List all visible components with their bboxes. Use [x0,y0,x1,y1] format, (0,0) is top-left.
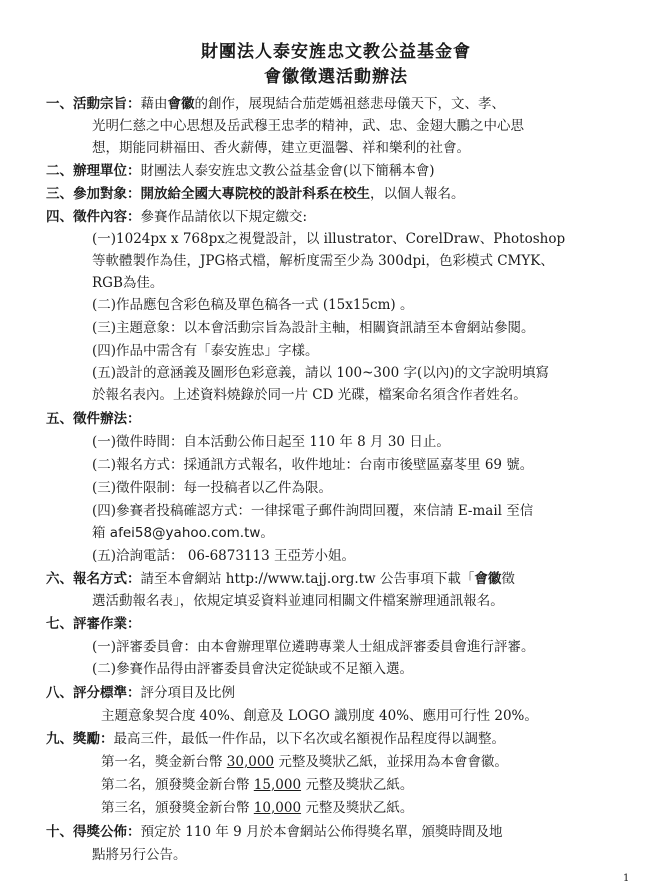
section-number: 七、 [46,616,73,632]
document-subtitle: 會徽徵選活動辦法 [264,67,408,87]
section-label: 評分標準 [73,685,127,701]
section-label: 獎勵 [73,731,100,747]
list-item: (二)參賽作品得由評審委員會決定從缺或不足額入選。 [92,661,414,677]
section-number: 十、 [46,824,73,840]
section-text: 預定於 110 年 9 月於本會網站公佈得獎名單，頒獎時間及地 [140,824,503,840]
scoring-criteria: 主題意象契合度 40%、創意及 LOGO 識別度 40%、應用可行性 20%。 [101,708,538,724]
award-second-place: 第二名，頒發獎金新台幣 15,000 元整及獎狀乙紙。 [101,777,414,793]
section-number: 九、 [46,731,73,747]
eligibility-highlight: 開放給全國大專院校的設計科系在校生 [140,186,370,202]
section-text: 想，期能同耕福田、香火薪傳，建立更溫馨、祥和樂利的社會。 [92,140,470,156]
list-item: (五)洽詢電話： 06-6873113 王亞芳小姐。 [92,548,355,564]
list-item-continued: 等軟體製作為佳，JPG格式檔，解析度需至少為 300dpi，色彩模式 CMYK、 [92,253,554,269]
section-number: 五、 [46,411,73,427]
list-item: (四)作品中需含有「泰安旌忠」字樣。 [92,343,319,359]
prize-amount: 10,000 [253,800,302,816]
section-label: 徵件辦法 [73,411,127,427]
section-label: 活動宗旨 [73,96,127,112]
section-text: 藉由 [140,96,168,112]
prize-amount: 30,000 [226,754,275,770]
section-eligibility: 三、參加對象：開放給全國大專院校的設計科系在校生，以個人報名。 [46,186,465,202]
section-text: 選活動報名表」，依規定填妥資料並連同相關文件檔案辦理通訊報名。 [92,593,504,609]
section-text: 最高三件，最低一件作品，以下名次或名額視作品程度得以調整。 [113,731,505,747]
section-label: 評審作業 [73,616,127,632]
section-organizer: 二、辦理單位：財團法人泰安旌忠文教公益基金會(以下簡稱本會) [46,163,435,179]
section-label: 徵件內容 [73,209,127,225]
section-label: 報名方式 [73,571,127,587]
section-text: 光明仁慈之中心思想及岳武穆王忠孝的精神，武、忠、金翅大鵬之中心思 [92,118,524,134]
section-number: 八、 [46,685,73,701]
document-title: 財團法人泰安旌忠文教公益基金會 [201,42,471,62]
section-number: 四、 [46,209,73,225]
section-number: 六、 [46,571,73,587]
list-item: (四)參賽者投稿確認方式：一律採電子郵件詢問回覆，來信請 E-mail 至信 [92,503,534,519]
list-item: (三)徵件限制：每一投稿者以乙件為限。 [92,480,333,496]
list-item: (二)作品應包含彩色稿及單色稿各一式 (15x15cm) 。 [92,297,414,313]
section-text: 點將另行公告。 [92,847,187,863]
list-item: (一)徵件時間：自本活動公佈日起至 110 年 8 月 30 日止。 [92,434,450,450]
email-link[interactable]: afei58@yahoo.com.tw [109,525,261,541]
section-text: 參賽作品請依以下規定繳交: [140,209,308,225]
page-number: 1 [623,873,630,884]
list-item-continued: RGB為佳。 [92,275,164,291]
section-text: ，以個人報名。 [370,186,465,202]
section-number: 一、 [46,96,73,112]
list-item-continued: 箱 afei58@yahoo.com.tw。 [92,525,274,541]
list-item: (二)報名方式：採通訊方式報名，收件地址：台南市後壁區嘉苳里 69 號。 [92,457,534,473]
section-label: 辦理單位 [73,163,127,179]
website-link[interactable]: http://www.tajj.org.tw [225,571,376,587]
list-item-continued: 於報名表內。上述資料燒錄於同一片 CD 光碟，檔案命名須含作者姓名。 [92,387,527,403]
award-third-place: 第三名，頒發獎金新台幣 10,000 元整及獎狀乙紙。 [101,800,414,816]
section-number: 二、 [46,163,73,179]
list-item: (一)評審委員會：由本會辦理單位遴聘專業人士組成評審委員會進行評審。 [92,639,535,655]
award-first-place: 第一名，獎金新台幣 30,000 元整及獎狀乙紙，並採用為本會會徽。 [101,754,508,770]
section-text: 財團法人泰安旌忠文教公益基金會(以下簡稱本會) [140,163,435,179]
section-label: 得獎公佈 [73,824,127,840]
prize-amount: 15,000 [253,777,302,793]
list-item: (五)設計的意涵義及圖形色彩意義，請以 100~300 字(以內)的文字說明填寫 [92,365,549,381]
list-item: (一)1024px x 768px之視覺設計，以 illustrator、CorelDraw、Photoshop [92,231,566,247]
list-item: (三)主題意象：以本會活動宗旨為設計主軸，相關資訊請至本會網站參閱。 [92,320,535,336]
section-text: 評分項目及比例 [140,685,235,701]
section-number: 三、 [46,186,73,202]
section-label: 參加對象 [73,186,127,202]
